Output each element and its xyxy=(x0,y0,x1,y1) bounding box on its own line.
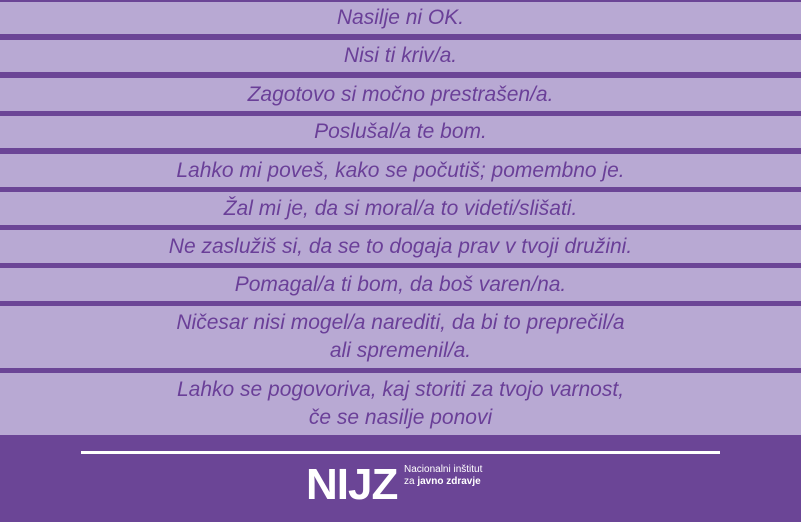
message-line: Poslušal/a te bom. xyxy=(314,120,487,143)
message-line: Ne zaslužiš si, da se to dogaja prav v tvoji družini. xyxy=(168,234,633,258)
message-row xyxy=(0,154,801,187)
message-line: Pomagal/a ti bom, da boš varen/na. xyxy=(234,272,567,296)
organization-name-prefix: za xyxy=(404,476,415,487)
message-line: Zagotovo si močno prestrašen/a. xyxy=(247,82,554,106)
message-line: ali spremenil/a. xyxy=(329,339,472,362)
message-line: Žal mi je, da si moral/a to videti/slišati. xyxy=(223,196,578,220)
footer-divider xyxy=(81,451,720,454)
message-line: če se nasilje ponovi xyxy=(308,406,493,429)
message-line: Nisi ti kriv/a. xyxy=(343,44,458,67)
message-row xyxy=(0,192,801,225)
message-row xyxy=(0,78,801,111)
organization-name-line1: Nacionalni inštitut xyxy=(404,464,483,475)
message-line: Nasilje ni OK. xyxy=(336,6,465,29)
message-row xyxy=(0,230,801,263)
message-row xyxy=(0,373,801,435)
message-line: Lahko mi poveš, kako se počutiš; pomembno je. xyxy=(176,158,625,182)
message-line: Lahko se pogovoriva, kaj storiti za tvojo varnost, xyxy=(176,378,625,401)
message-row xyxy=(0,40,801,72)
nijz-logo: NIJZ xyxy=(306,460,398,509)
organization-name-line2 xyxy=(404,476,482,488)
organization-name-bold: javno zdravje xyxy=(417,476,481,487)
organization-name xyxy=(404,464,482,488)
message-line: Ničesar nisi mogel/a narediti, da bi to preprečil/a xyxy=(176,311,625,334)
footer xyxy=(0,435,801,522)
message-row xyxy=(0,306,801,368)
message-row xyxy=(0,268,801,301)
message-row xyxy=(0,116,801,148)
message-row xyxy=(0,2,801,34)
